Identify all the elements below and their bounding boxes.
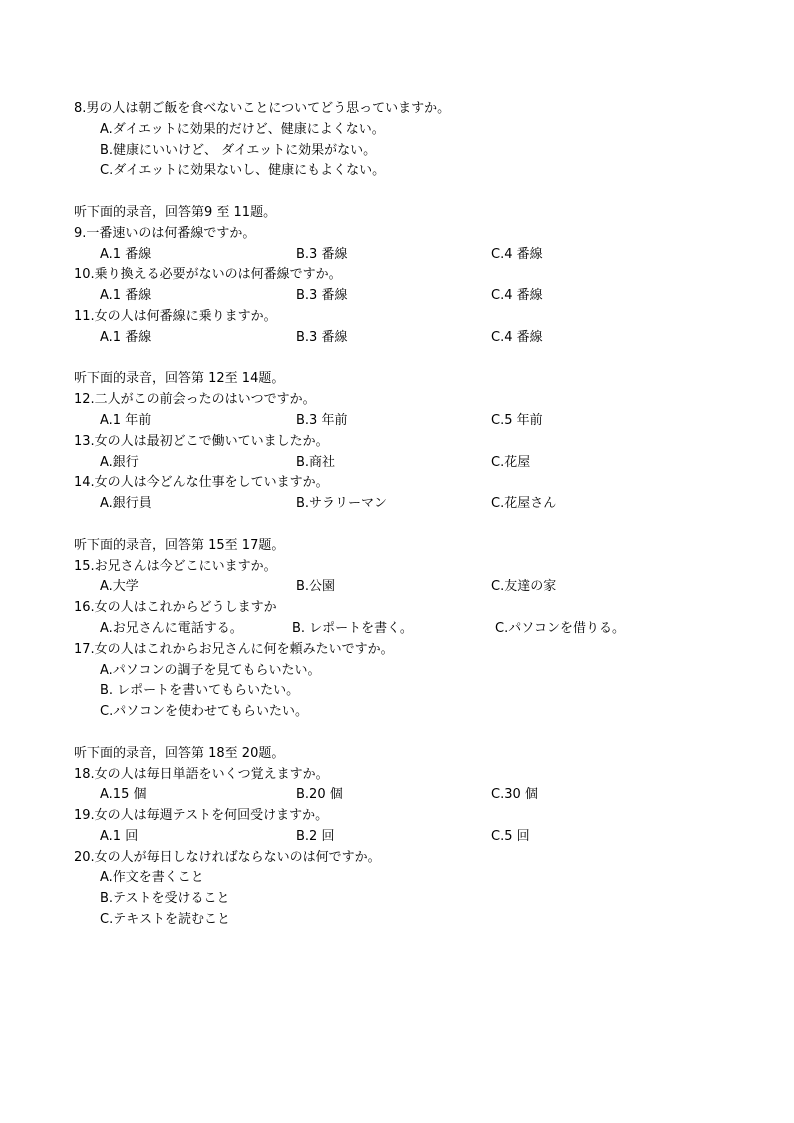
question-19-option-b: B.2 回	[296, 828, 335, 844]
question-14-option-a: A.銀行員	[100, 496, 152, 512]
question-12-option-c: C.5 年前	[491, 412, 543, 428]
group-1-instruction: 听下面的录音，回答第9 至 11题。	[74, 204, 277, 220]
question-16-option-a: A.お兄さんに電話する。	[100, 620, 243, 636]
question-16-options	[74, 619, 734, 640]
question-15-option-c: C.友達の家	[491, 579, 557, 595]
question-9-option-c: C.4 番線	[491, 246, 543, 262]
question-19: 19.女の人は毎週テストを何回受けますか。	[74, 808, 329, 824]
listening-questions	[74, 99, 734, 931]
question-17-option-b: B. レポートを書いてもらいたい。	[100, 683, 300, 699]
question-11-option-b: B.3 番線	[296, 329, 348, 345]
question-17-option-a: A.パソコンの調子を見てもらいたい。	[100, 662, 321, 678]
question-9: 9.一番速いのは何番線ですか。	[74, 225, 256, 241]
question-17-option-c: C.パソコンを使わせてもらいたい。	[100, 704, 308, 720]
question-8-option-a: A.ダイエットに効果的だけど、健康によくない。	[100, 121, 385, 137]
question-14: 14.女の人は今どんな仕事をしていますか。	[74, 475, 329, 491]
question-13-options	[74, 453, 734, 474]
question-9-option-b: B.3 番線	[296, 246, 348, 262]
question-10: 10.乗り換える必要がないのは何番線ですか。	[74, 267, 342, 283]
question-20-option-b: B.テストを受けること	[100, 891, 230, 907]
question-15: 15.お兄さんは今どこにいますか。	[74, 558, 277, 574]
spacer	[74, 182, 734, 203]
question-18-options	[74, 785, 734, 806]
question-9-options	[74, 245, 734, 266]
question-19-option-a: A.1 回	[100, 828, 139, 844]
spacer	[74, 515, 734, 536]
question-11-options	[74, 328, 734, 349]
question-18-option-c: C.30 個	[491, 787, 538, 803]
question-18-option-a: A.15 個	[100, 787, 147, 803]
question-16-option-c: C.パソコンを借りる。	[495, 620, 625, 636]
question-15-option-a: A.大学	[100, 579, 139, 595]
group-2-instruction: 听下面的录音，回答第 12至 14题。	[74, 371, 285, 387]
question-9-option-a: A.1 番線	[100, 246, 152, 262]
question-10-option-c: C.4 番線	[491, 288, 543, 304]
question-11: 11.女の人は何番線に乗りますか。	[74, 308, 277, 324]
spacer	[74, 723, 734, 744]
question-12: 12.二人がこの前会ったのはいつですか。	[74, 392, 316, 408]
question-14-option-c: C.花屋さん	[491, 496, 557, 512]
question-16-option-b: B. レポートを書く。	[292, 620, 413, 636]
question-14-options	[74, 494, 734, 515]
question-16: 16.女の人はこれからどうしますか	[74, 600, 277, 616]
question-15-options	[74, 577, 734, 598]
question-8-option-c: C.ダイエットに効果ないし、健康にもよくない。	[100, 163, 386, 179]
question-10-option-a: A.1 番線	[100, 288, 152, 304]
question-8-option-b: B.健康にいいけど、 ダイエットに効果がない。	[100, 142, 377, 158]
question-8: 8.男の人は朝ご飯を食べないことについてどう思っていますか。	[74, 101, 451, 116]
question-18: 18.女の人は毎日単語をいくつ覚えますか。	[74, 766, 329, 782]
question-13-option-c: C.花屋	[491, 454, 531, 470]
question-13-option-b: B.商社	[296, 454, 336, 470]
question-13-option-a: A.銀行	[100, 454, 139, 470]
question-13: 13.女の人は最初どこで働いていましたか。	[74, 433, 329, 449]
question-17: 17.女の人はこれからお兄さんに何を頼みたいですか。	[74, 641, 394, 657]
question-20-option-a: A.作文を書くこと	[100, 870, 204, 886]
question-12-options	[74, 411, 734, 432]
question-19-options	[74, 827, 734, 848]
question-18-option-b: B.20 個	[296, 787, 343, 803]
question-20-option-c: C.テキストを読むこと	[100, 912, 230, 928]
question-15-option-b: B.公園	[296, 579, 336, 595]
group-4-instruction: 听下面的录音，回答第 18至 20题。	[74, 745, 285, 761]
question-10-options	[74, 286, 734, 307]
question-12-option-b: B.3 年前	[296, 412, 348, 428]
question-11-option-c: C.4 番線	[491, 329, 543, 345]
question-14-option-b: B.サラリーマン	[296, 496, 388, 512]
question-10-option-b: B.3 番線	[296, 288, 348, 304]
question-11-option-a: A.1 番線	[100, 329, 152, 345]
question-20: 20.女の人が毎日しなければならないのは何ですか。	[74, 849, 381, 865]
spacer	[74, 349, 734, 370]
question-12-option-a: A.1 年前	[100, 412, 152, 428]
group-3-instruction: 听下面的录音，回答第 15至 17题。	[74, 537, 285, 553]
question-19-option-c: C.5 回	[491, 828, 530, 844]
